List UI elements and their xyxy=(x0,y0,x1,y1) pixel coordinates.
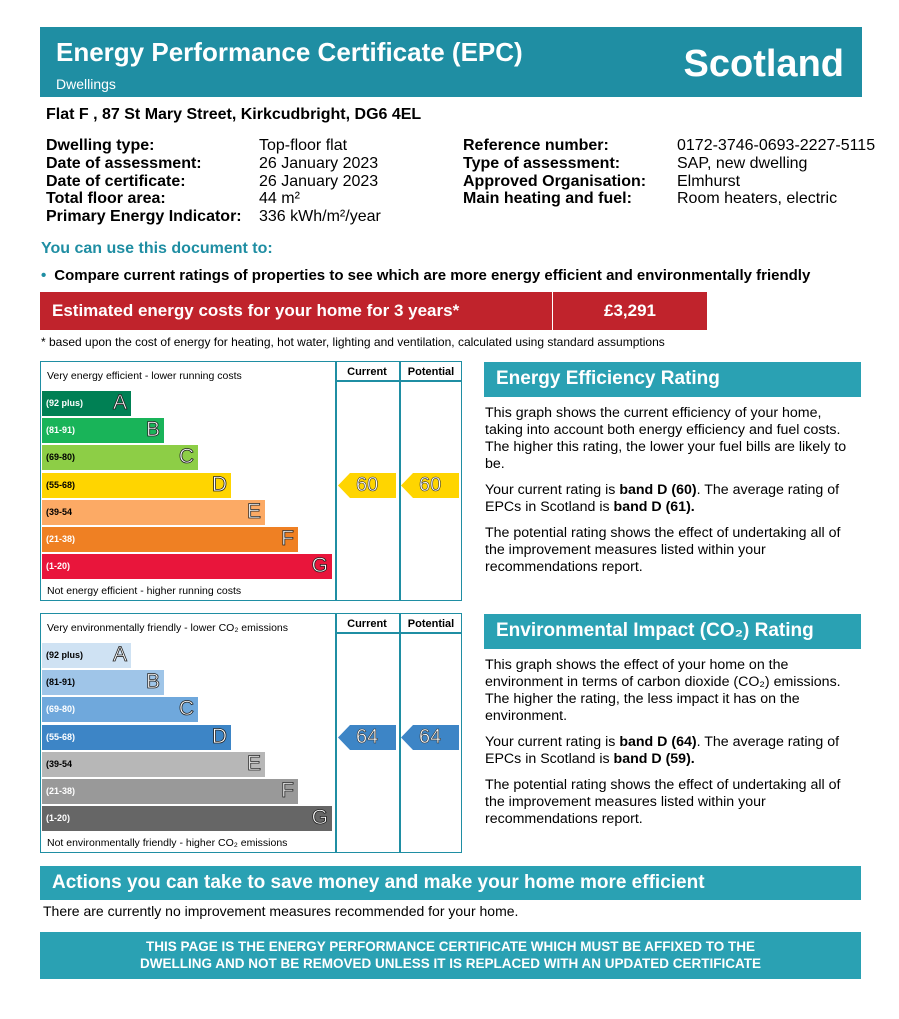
costs-footnote: * based upon the cost of energy for heating, hot water, lighting and ventilation, calculated using standard assumptions xyxy=(41,335,665,349)
current-column-header: Current xyxy=(347,366,387,378)
actions-title: Actions you can take to save money and make your home more efficient xyxy=(40,866,861,900)
detail-value: 26 January 2023 xyxy=(259,154,379,172)
chart-bottom-note: Not environmentally friendly - higher CO₂ emissions xyxy=(47,837,288,849)
detail-row xyxy=(463,155,875,173)
detail-value: Room heaters, electric xyxy=(677,190,838,208)
detail-label: Dwelling type: xyxy=(46,137,155,154)
efficiency-description: This graph shows the current efficiency of your home, taking into account both energy efficiency and fuel costs. The higher this rating, the lower your fuel bills are likely to be. xyxy=(485,405,847,472)
current-rating-arrow xyxy=(338,725,396,750)
band-range: (1-20) xyxy=(46,813,71,824)
band-range: (69-80) xyxy=(46,704,76,715)
detail-value: 0172-3746-0693-2227-5115 xyxy=(677,137,876,154)
rating-text: . The average rating of EPCs in Scotland is xyxy=(485,734,840,767)
detail-label: Type of assessment: xyxy=(463,154,621,172)
impact-potential-note: The potential rating shows the effect of undertaking all of the improvement measures listed within your recommendations report. xyxy=(485,777,841,827)
rating-band-c xyxy=(42,445,198,470)
impact-current-rating xyxy=(485,734,860,768)
detail-row xyxy=(46,173,381,191)
band-letter: D xyxy=(211,472,227,496)
energy-efficiency-chart xyxy=(40,361,462,601)
band-range: (55-68) xyxy=(46,479,76,490)
rating-text: Your current rating is xyxy=(485,734,620,750)
region-label: Scotland xyxy=(683,43,844,85)
band-range: (39-54 xyxy=(46,506,73,517)
efficiency-panel-text xyxy=(485,405,860,585)
detail-row xyxy=(46,208,381,226)
potential-rating-arrow xyxy=(401,473,459,498)
detail-row xyxy=(463,190,875,208)
detail-label: Reference number: xyxy=(463,137,609,154)
column-divider xyxy=(335,362,337,600)
detail-row xyxy=(46,137,381,155)
energy-costs-value: £3,291 xyxy=(553,292,707,330)
impact-panel-text xyxy=(485,657,860,837)
band-letter: E xyxy=(246,499,261,523)
detail-row xyxy=(463,173,875,191)
property-address: Flat F , 87 St Mary Street, Kirkcudbright, DG6 4EL xyxy=(46,106,422,123)
rating-band-e xyxy=(42,500,265,525)
certificate-footer xyxy=(40,932,861,979)
certificate-header xyxy=(40,27,862,97)
average-band: band D (61). xyxy=(613,499,695,515)
detail-label: Primary Energy Indicator: xyxy=(46,208,242,226)
use-document-heading: You can use this document to: xyxy=(41,240,273,257)
details-left xyxy=(46,137,381,226)
use-document-bullet xyxy=(41,267,810,284)
current-band: band D (60) xyxy=(619,482,697,498)
certificate-title: Energy Performance Certificate (EPC) xyxy=(56,37,523,67)
footer-line: THIS PAGE IS THE ENERGY PERFORMANCE CERTIFICATE WHICH MUST BE AFFIXED TO THE xyxy=(145,939,756,954)
band-range: (21-38) xyxy=(46,534,76,544)
detail-label: Total floor area: xyxy=(46,190,166,208)
band-letter: F xyxy=(281,779,294,802)
potential-column-header: Potential xyxy=(407,366,455,378)
detail-label: Approved Organisation: xyxy=(463,172,647,190)
rating-text: . The average rating of EPCs in Scotland is xyxy=(485,482,840,515)
rating-band-c xyxy=(42,697,198,722)
actions-text: There are currently no improvement measures recommended for your home. xyxy=(43,903,519,919)
band-range: (81-91) xyxy=(46,677,76,688)
rating-band-a xyxy=(42,643,131,668)
detail-label: Date of certificate: xyxy=(46,172,186,190)
rating-band-d xyxy=(42,725,231,750)
rating-band-f xyxy=(42,527,298,552)
band-range: (92 plus) xyxy=(46,398,84,408)
detail-value: Elmhurst xyxy=(677,172,741,190)
efficiency-potential-note: The potential rating shows the effect of undertaking all of the improvement measures listed within your recommendations report. xyxy=(485,525,841,575)
impact-panel-title: Environmental Impact (CO₂) Rating xyxy=(484,614,861,649)
efficiency-current-rating xyxy=(485,482,860,516)
bullet-icon: • xyxy=(41,267,47,284)
band-letter: A xyxy=(112,643,127,666)
detail-value: Top-floor flat xyxy=(259,137,348,154)
detail-row xyxy=(463,137,875,155)
band-letter: A xyxy=(112,391,127,414)
rating-band-b xyxy=(42,418,164,443)
detail-row xyxy=(46,155,381,173)
band-range: (92 plus) xyxy=(46,650,84,660)
chart-top-note: Very environmentally friendly - lower CO₂ emissions xyxy=(47,622,288,634)
band-letter: B xyxy=(145,670,160,694)
detail-label: Main heating and fuel: xyxy=(463,190,632,208)
rating-band-b xyxy=(42,670,164,695)
detail-value: SAP, new dwelling xyxy=(677,154,808,172)
current-rating-arrow xyxy=(338,473,396,498)
current-column-header: Current xyxy=(347,618,387,630)
rating-value: 64 xyxy=(356,725,379,748)
band-range: (39-54 xyxy=(46,758,73,769)
chart-top-note: Very energy efficient - lower running costs xyxy=(47,370,242,382)
band-letter: F xyxy=(281,527,294,550)
detail-value: 44 m² xyxy=(259,190,300,208)
rating-band-f xyxy=(42,779,298,804)
band-letter: B xyxy=(145,418,160,442)
band-range: (69-80) xyxy=(46,452,76,463)
detail-label: Date of assessment: xyxy=(46,154,202,172)
band-letter: E xyxy=(246,751,261,775)
band-letter: C xyxy=(178,445,194,469)
band-letter: D xyxy=(211,724,227,748)
band-letter: G xyxy=(311,806,328,830)
band-letter: C xyxy=(178,697,194,721)
band-letter: G xyxy=(311,554,328,578)
average-band: band D (59). xyxy=(613,751,695,767)
energy-costs-label: Estimated energy costs for your home for 3 years* xyxy=(40,292,552,330)
header-line xyxy=(335,632,461,634)
rating-band-g xyxy=(42,806,332,831)
rating-value: 64 xyxy=(419,725,442,748)
details-right xyxy=(463,137,875,208)
band-range: (81-91) xyxy=(46,425,76,436)
potential-rating-arrow xyxy=(401,725,459,750)
environmental-impact-chart xyxy=(40,613,462,853)
bullet-text: Compare current ratings of properties to see which are more energy efficient and environmentally friendly xyxy=(54,267,811,284)
potential-column-header: Potential xyxy=(407,618,455,630)
footer-line: DWELLING AND NOT BE REMOVED UNLESS IT IS REPLACED WITH AN UPDATED CERTIFICATE xyxy=(140,955,761,971)
band-range: (55-68) xyxy=(46,731,76,742)
column-divider xyxy=(335,614,337,852)
rating-band-e xyxy=(42,752,265,777)
rating-band-a xyxy=(42,391,131,416)
band-range: (21-38) xyxy=(46,786,76,796)
detail-value: 26 January 2023 xyxy=(259,172,379,190)
current-band: band D (64) xyxy=(619,734,697,750)
header-line xyxy=(335,380,461,382)
detail-value: 336 kWh/m²/year xyxy=(259,208,381,226)
band-range: (1-20) xyxy=(46,561,71,572)
rating-band-d xyxy=(42,473,231,498)
detail-row xyxy=(46,190,381,208)
rating-value: 60 xyxy=(419,473,442,496)
rating-text: Your current rating is xyxy=(485,482,620,498)
certificate-subtitle: Dwellings xyxy=(56,76,116,92)
impact-description: This graph shows the effect of your home on the environment in terms of carbon dioxide (CO₂) emissions. The higher the rating, the less impact it has on the environment. xyxy=(485,657,841,724)
rating-value: 60 xyxy=(356,473,379,496)
chart-bottom-note: Not energy efficient - higher running costs xyxy=(47,585,242,597)
rating-band-g xyxy=(42,554,332,579)
efficiency-panel-title: Energy Efficiency Rating xyxy=(484,362,861,397)
